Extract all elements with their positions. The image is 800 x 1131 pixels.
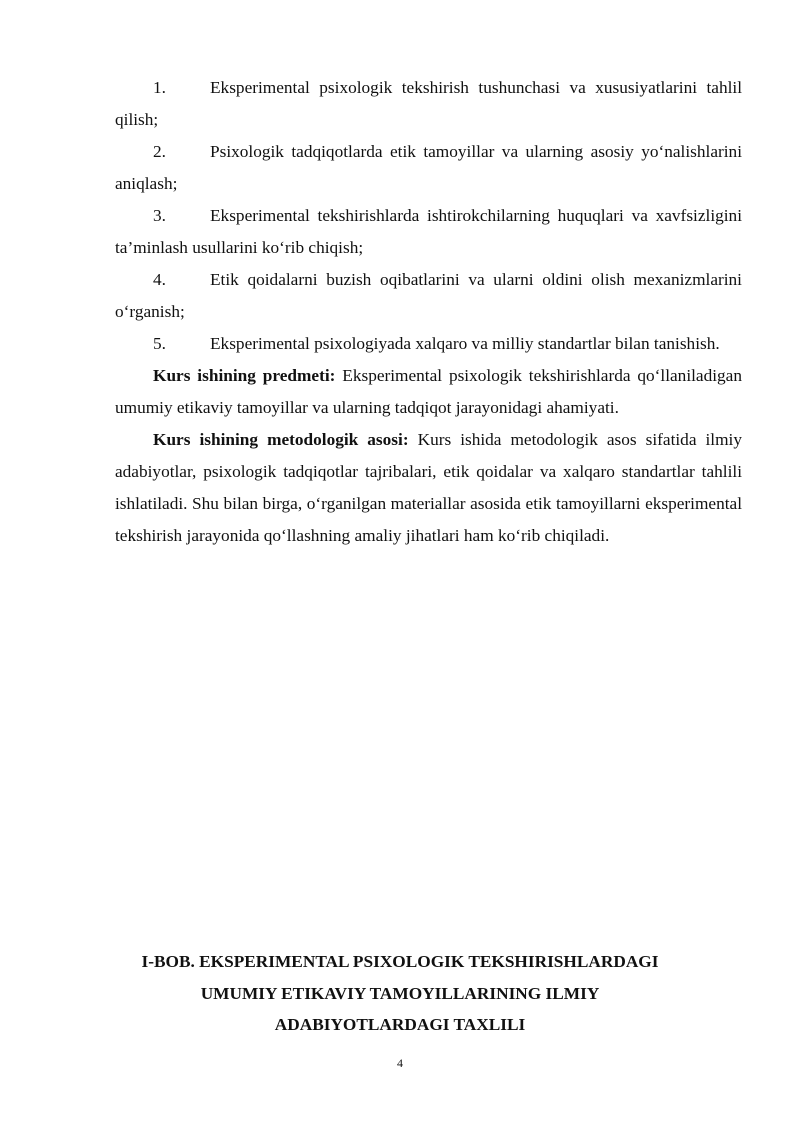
subject-text: Eksperimental psixologik tekshirishlarda qo‘llaniladigan umumiy etikaviy tamoyillar va ularning tadqiqot jarayonidagi ahamiyati. bbox=[115, 366, 742, 417]
item-number: 2. bbox=[153, 142, 166, 161]
item-number: 5. bbox=[153, 334, 166, 353]
chapter-heading-line-1: I-BOB. EKSPERIMENTAL PSIXOLOGIK TEKSHIRISHLARDAGI bbox=[141, 952, 659, 971]
subject-label: Kurs ishining predmeti: bbox=[153, 366, 336, 385]
item-text: Eksperimental tekshirishlarda ishtirokchilarning huquqlari va xavfsizligini ta’minlash usullarini ko‘rib chiqish; bbox=[115, 206, 742, 257]
page-number: 4 bbox=[397, 1056, 403, 1070]
objective-item-4 bbox=[115, 264, 742, 328]
objective-item-5 bbox=[115, 328, 742, 360]
item-text: Eksperimental psixologiyada xalqaro va milliy standartlar bilan tanishish. bbox=[210, 334, 720, 353]
item-number: 3. bbox=[153, 206, 166, 225]
item-text: Psixologik tadqiqotlarda etik tamoyillar va ularning asosiy yo‘nalishlarini aniqlash; bbox=[115, 142, 742, 193]
methodology-label: Kurs ishining metodologik asosi: bbox=[153, 430, 409, 449]
objective-item-3 bbox=[115, 200, 742, 264]
item-text: Etik qoidalarni buzish oqibatlarini va ularni oldini olish mexanizmlarini o‘rganish; bbox=[115, 270, 742, 321]
chapter-heading-line-2: UMUMIY ETIKAVIY TAMOYILLARINING ILMIY bbox=[200, 983, 600, 1003]
objective-item-1 bbox=[115, 72, 742, 136]
chapter-heading bbox=[100, 946, 700, 1041]
item-number: 1. bbox=[153, 78, 166, 97]
subject-paragraph bbox=[115, 360, 742, 424]
document-body bbox=[115, 72, 742, 552]
objective-item-2 bbox=[115, 136, 742, 200]
methodology-text: Kurs ishida metodologik asos sifatida ilmiy adabiyotlar, psixologik tadqiqotlar tajribalari, etik qoidalar va xalqaro standartlar tahlili ishlatiladi. Shu bilan birga, o‘rganilgan materiallar asosida etik tamoyillarni eksperimental tekshirish jarayonida qo‘llashning amaliy jihatlari ham ko‘rib chiqiladi. bbox=[115, 430, 742, 545]
methodology-paragraph bbox=[115, 424, 742, 552]
chapter-heading-line-3: ADABIYOTLARDAGI TAXLILI bbox=[274, 1015, 526, 1034]
item-text: Eksperimental psixologik tekshirish tushunchasi va xususiyatlarini tahlil qilish; bbox=[115, 78, 742, 129]
item-number: 4. bbox=[153, 270, 166, 289]
